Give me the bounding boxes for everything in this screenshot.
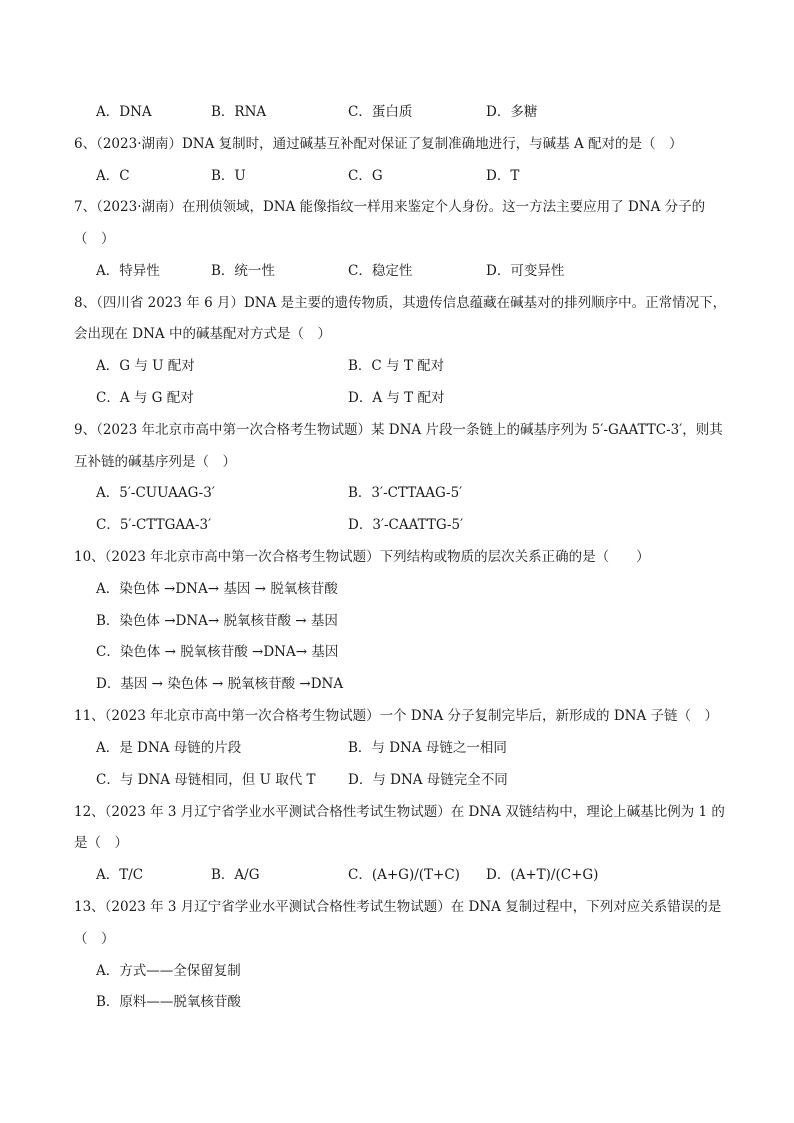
answer-option: B．3′-CTTAAG-5′ — [348, 485, 463, 501]
answer-options-row — [96, 737, 734, 759]
answer-option: D．(A+T)/(C+G) — [486, 867, 599, 883]
answer-option: C．(A+G)/(T+C) — [348, 867, 460, 883]
answer-option: C．5′-CTTGAA-3′ — [96, 517, 212, 533]
question-text: 12、（2023 年 3 月辽宁省学业水平测试合格性考试生物试题）在 DNA 双链结构中，理论上碱基比例为 1 的 — [74, 804, 725, 820]
answer-option: D．A 与 T 配对 — [348, 390, 445, 406]
answer-option: C．G — [348, 168, 383, 184]
answer-option: A．染色体 →DNA→ 基因 → 脱氧核苷酸 — [96, 581, 338, 597]
answer-option: B．U — [211, 168, 246, 184]
question-text: （ ） — [74, 231, 115, 247]
answer-option: D．可变异性 — [486, 263, 565, 279]
answer-options-row — [96, 769, 734, 791]
answer-options-row — [96, 101, 734, 123]
answer-option: A．T/C — [96, 867, 144, 883]
answer-options-row — [96, 864, 734, 886]
answer-option: D．与 DNA 母链完全不同 — [348, 772, 508, 788]
answer-option: B．染色体 →DNA→ 脱氧核苷酸 → 基因 — [96, 613, 338, 629]
answer-option: A．G 与 U 配对 — [96, 358, 195, 374]
answer-option: A．是 DNA 母链的片段 — [96, 740, 242, 756]
question-text: 9、（2023 年北京市高中第一次合格考生物试题）某 DNA 片段一条链上的碱基序列为 5′-GAATTC-3′，则其 — [74, 422, 723, 438]
answer-option: D．T — [486, 168, 520, 184]
answer-options-row — [96, 387, 734, 409]
answer-option: C．蛋白质 — [348, 104, 413, 120]
answer-option: D．多糖 — [486, 104, 538, 120]
question-text: 互补链的碱基序列是（ ） — [74, 454, 236, 470]
answer-option: C．A 与 G 配对 — [96, 390, 194, 406]
answer-option: B．与 DNA 母链之一相同 — [348, 740, 507, 756]
answer-options-row — [96, 165, 734, 187]
question-text: 13、（2023 年 3 月辽宁省学业水平测试合格性考试生物试题）在 DNA 复制过程中，下列对应关系错误的是 — [74, 899, 722, 915]
question-text: 会出现在 DNA 中的碱基配对方式是（ ） — [74, 326, 331, 342]
answer-option: C．与 DNA 母链相同，但 U 取代 T — [96, 772, 316, 788]
answer-option: B．A/G — [211, 867, 260, 883]
answer-option: B．C 与 T 配对 — [348, 358, 445, 374]
question-text: 8、（四川省 2023 年 6 月）DNA 是主要的遗传物质，其遗传信息蕴藏在碱基对的排列顺序中。正常情况下， — [74, 295, 727, 311]
question-text: （ ） — [74, 931, 115, 947]
answer-options-row — [96, 355, 734, 377]
question-text: 7、（2023·湖南）在刑侦领域，DNA 能像指纹一样用来鉴定个人身份。这一方法主要应用了 DNA 分子的 — [74, 199, 706, 215]
answer-option: C．染色体 → 脱氧核苷酸 →DNA→ 基因 — [96, 644, 339, 660]
answer-option: A．DNA — [96, 104, 152, 120]
question-text: 11、（2023 年北京市高中第一次合格考生物试题）一个 DNA 分子复制完毕后，新形成的 DNA 子链（ ） — [74, 708, 719, 724]
answer-option: D．基因 → 染色体 → 脱氧核苷酸 →DNA — [96, 676, 344, 692]
answer-options-row — [96, 514, 734, 536]
answer-option: B．原料——脱氧核苷酸 — [96, 994, 241, 1010]
question-text: 6、（2023·湖南）DNA 复制时，通过碱基互补配对保证了复制准确地进行，与碱基 A 配对的是（ ） — [74, 136, 683, 152]
answer-options-row — [96, 260, 734, 282]
answer-option: A．C — [96, 168, 130, 184]
answer-option: A．特异性 — [96, 263, 160, 279]
answer-option: B．RNA — [211, 104, 267, 120]
answer-option: A．5′-CUUAAG-3′ — [96, 485, 215, 501]
answer-option: B．统一性 — [211, 263, 275, 279]
question-text: 10、（2023 年北京市高中第一次合格考生物试题）下列结构或物质的层次关系正确的是（ ） — [74, 549, 650, 565]
answer-options-row — [96, 482, 734, 504]
answer-option: C．稳定性 — [348, 263, 413, 279]
question-text: 是（ ） — [74, 835, 128, 851]
answer-option: A．方式——全保留复制 — [96, 963, 241, 979]
answer-option: D．3′-CAATTG-5′ — [348, 517, 464, 533]
